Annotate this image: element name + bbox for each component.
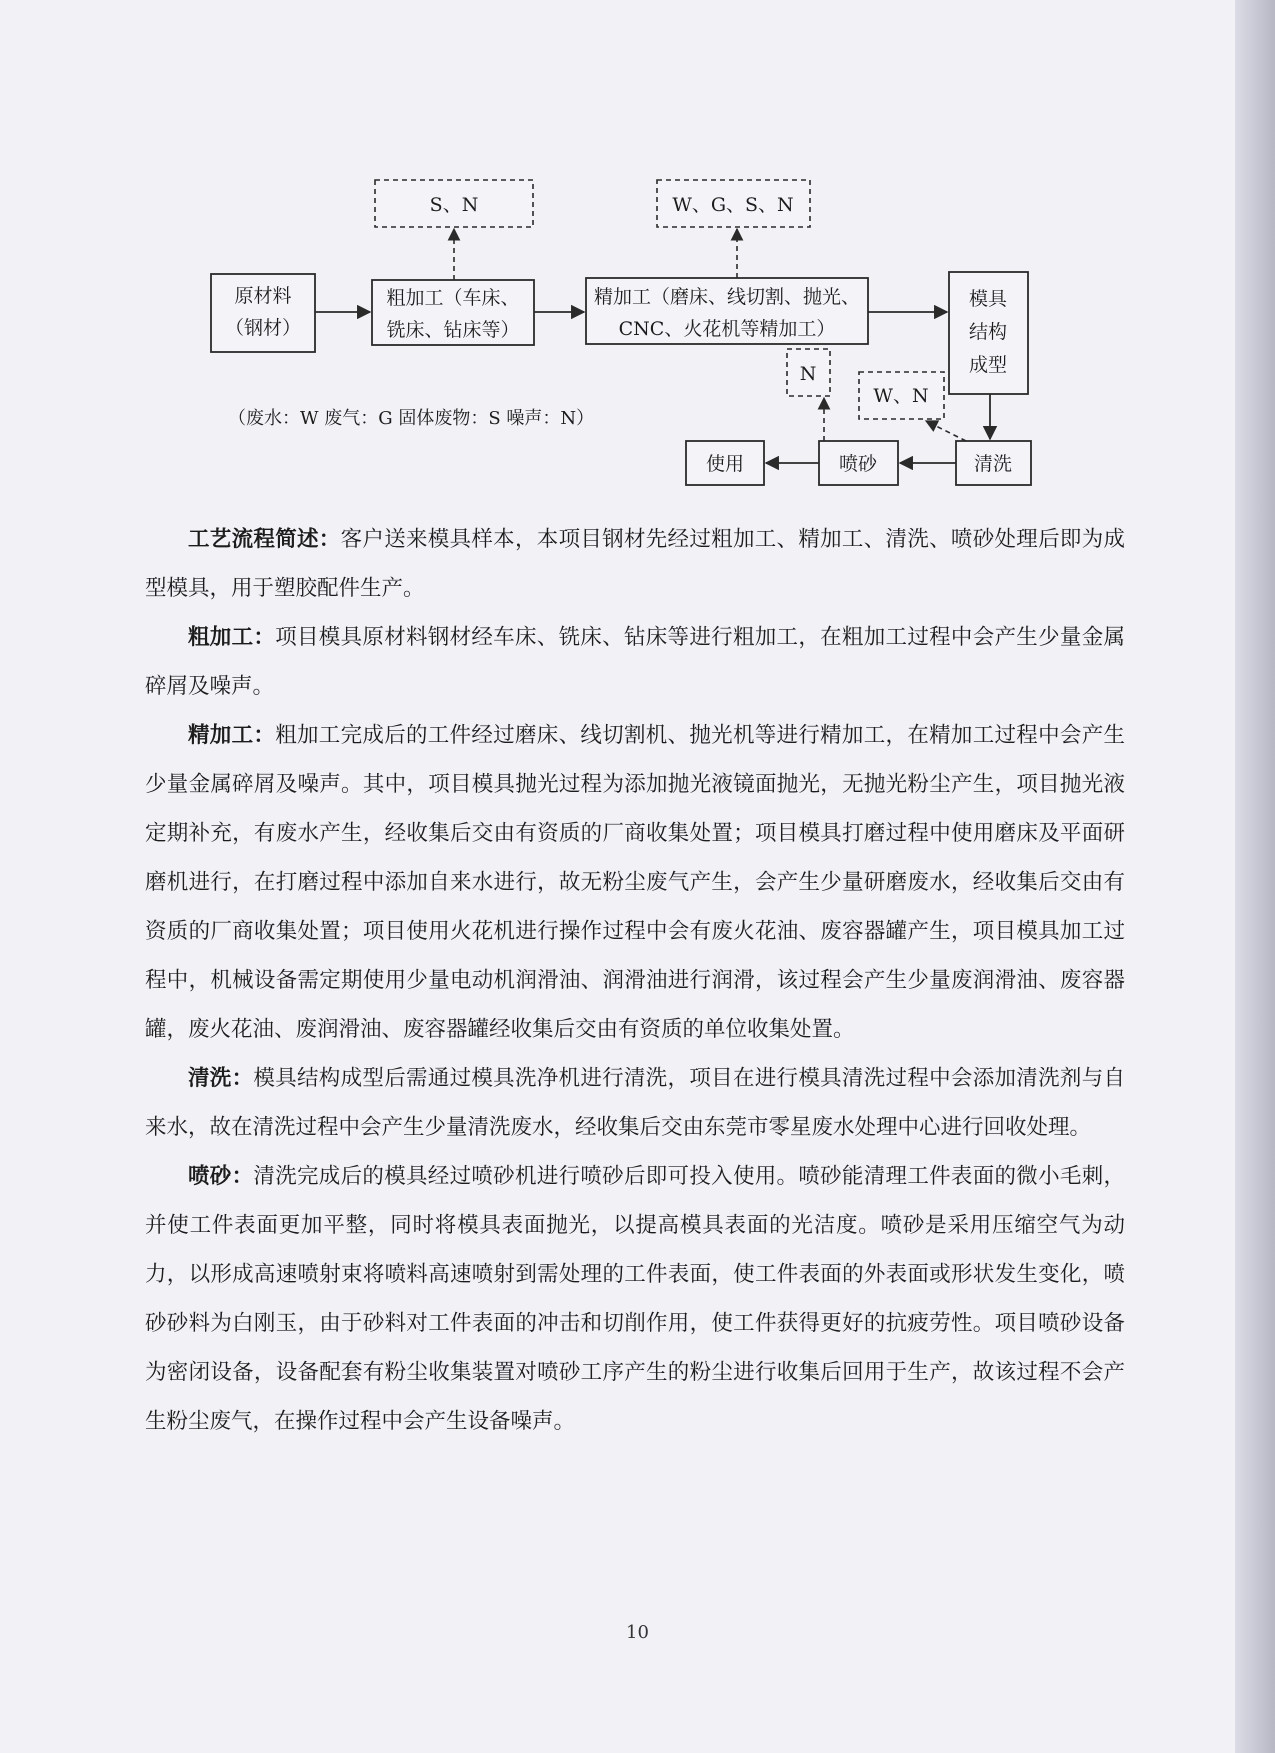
sandblast-node — [819, 441, 898, 485]
rough-emission-box — [375, 180, 533, 227]
raw-material-node — [211, 274, 315, 352]
fine-machining-line2: CNC、火花机等精加工） — [618, 318, 836, 340]
paragraph-sandblast — [145, 1152, 1125, 1446]
mold-forming-node — [949, 272, 1028, 394]
fine-machining-node — [586, 278, 868, 344]
text-rough: 项目模具原材料钢材经车床、铣床、钻床等进行粗加工，在粗加工过程中会产生少量金属碎屑及噪声。 — [145, 625, 1125, 699]
process-flow-diagram — [0, 0, 1275, 520]
term-fine: 精加工： — [188, 723, 276, 748]
term-sandblast: 喷砂： — [188, 1164, 254, 1189]
fine-emission-label: W、G、S、N — [672, 194, 794, 216]
wash-node — [956, 441, 1031, 485]
term-rough: 粗加工： — [188, 625, 276, 650]
diagram-legend: （废水：W 废气：G 固体废物：S 噪声：N） — [228, 408, 595, 429]
fine-emission-box — [657, 180, 810, 227]
text-overview: 客户送来模具样本，本项目钢材先经过粗加工、精加工、清洗、喷砂处理后即为成型模具，用于塑胶配件生产。 — [145, 527, 1125, 601]
paragraph-overview — [145, 515, 1125, 613]
wash-emission-box — [859, 372, 944, 419]
paragraph-rough — [145, 613, 1125, 711]
paragraph-fine — [145, 711, 1125, 1054]
text-fine: 粗加工完成后的工件经过磨床、线切割机、抛光机等进行精加工，在精加工过程中会产生少量金属碎屑及噪声。其中，项目模具抛光过程为添加抛光液镜面抛光，无抛光粉尘产生，项目抛光液定期补充，有废水产生，经收集后交由有资质的厂商收集处置；项目模具打磨过程中使用磨床及平面研磨机进行，在打磨过程中添加自来水进行，故无粉尘废气产生，会产生少量研磨废水，经收集后交由有资质的厂商收集处置；项目使用火花机进行操作过程中会有废火花油、废容器罐产生，项目模具加工过程中，机械设备需定期使用少量电动机润滑油、润滑油进行润滑，该过程会产生少量废润滑油、废容器罐，废火花油、废润滑油、废容器罐经收集后交由有资质的单位收集处置。 — [145, 723, 1125, 1042]
wash-label: 清洗 — [973, 453, 1013, 475]
wash-emission-label: W、N — [873, 385, 929, 407]
fine-noise-label: N — [799, 363, 817, 385]
use-node — [686, 441, 764, 485]
mold-forming-line2: 结构 — [968, 321, 1008, 343]
term-overview: 工艺流程简述： — [188, 527, 341, 552]
text-wash: 模具结构成型后需通过模具洗净机进行清洗，项目在进行模具清洗过程中会添加清洗剂与自来水，故在清洗过程中会产生少量清洗废水，经收集后交由东莞市零星废水处理中心进行回收处理。 — [145, 1066, 1125, 1140]
raw-material-line2: （钢材） — [224, 317, 302, 339]
rough-machining-line2: 铣床、钻床等） — [386, 319, 520, 341]
mold-forming-line3: 成型 — [968, 354, 1008, 376]
document-body — [145, 515, 1125, 1446]
term-wash: 清洗： — [188, 1066, 254, 1091]
fine-noise-box — [787, 349, 830, 396]
paragraph-wash — [145, 1054, 1125, 1152]
fine-machining-line1: 精加工（磨床、线切割、抛光、 — [593, 286, 861, 308]
rough-emission-label: S、N — [429, 194, 479, 216]
rough-machining-node — [372, 280, 534, 345]
rough-machining-line1: 粗加工（车床、 — [386, 287, 520, 309]
raw-material-line1: 原材料 — [234, 285, 292, 307]
use-label: 使用 — [705, 453, 745, 475]
sandblast-label: 喷砂 — [838, 453, 878, 475]
mold-forming-line1: 模具 — [968, 288, 1008, 310]
page-number: 10 — [626, 1622, 649, 1643]
text-sandblast: 清洗完成后的模具经过喷砂机进行喷砂后即可投入使用。喷砂能清理工件表面的微小毛刺，并使工件表面更加平整，同时将模具表面抛光，以提高模具表面的光洁度。喷砂是采用压缩空气为动力，以形成高速喷射束将喷料高速喷射到需处理的工件表面，使工件表面的外表面或形状发生变化，喷砂砂料为白刚玉，由于砂料对工件表面的冲击和切削作用，使工件获得更好的抗疲劳性。项目喷砂设备为密闭设备，设备配套有粉尘收集装置对喷砂工序产生的粉尘进行收集后回用于生产，故该过程不会产生粉尘废气，在操作过程中会产生设备噪声。 — [145, 1164, 1125, 1434]
arrow-wash-emission — [926, 421, 966, 441]
